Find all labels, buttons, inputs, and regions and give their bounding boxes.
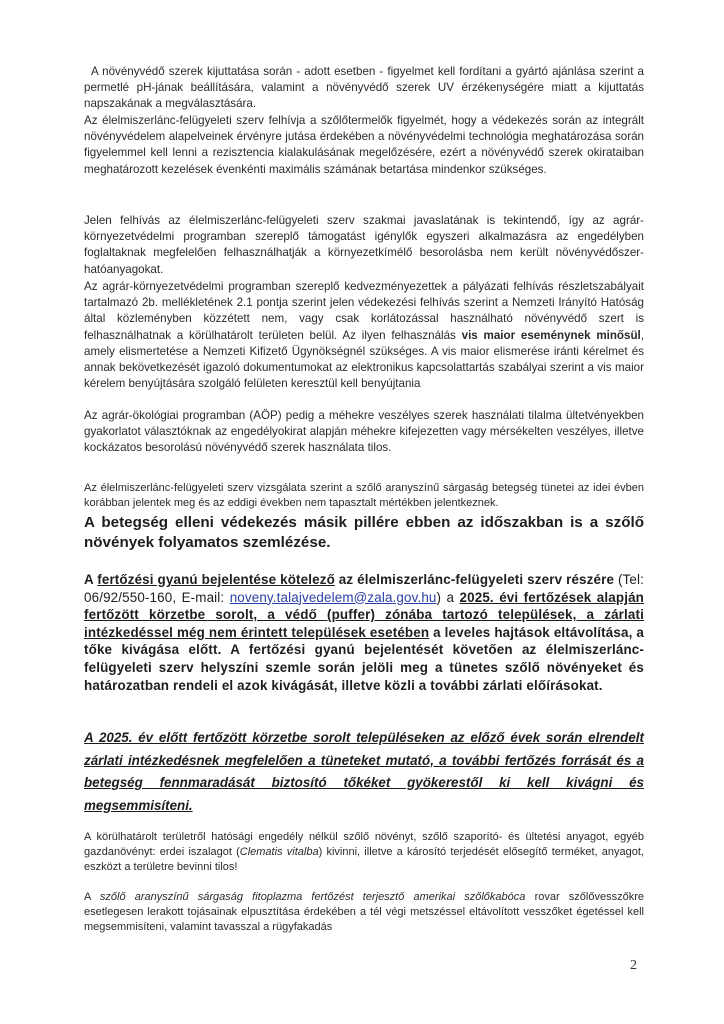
paragraph-application-timing (84, 64, 644, 113)
mandatory-report-emphasis: fertőzési gyanú bejelentése kötelező (97, 572, 335, 587)
paragraph-resistance-notice (84, 113, 644, 178)
text-run: rovar szőlővesszőkre esetlegesen lerakott tojásainak elpusztítása érdekében a tél végi metszéssel eltávolított vesszőket égetéssel kell megsemmisíteni, valamint tavasszal a rügyfakadás (84, 891, 644, 933)
paragraph-text: Jelen felhívás az élelmiszerlánc-felügyeleti szerv szakmai javaslatának is tekintendő, így az agrár-környezetvédelmi programban szereplő támogatást igénylők egyszeri alkalmazásra az engedélyben foglaltaknak megfelelően felhasználhatják a környezetkímélő besorolásba nem került növényvédőszer-hatóanyagokat. (84, 214, 644, 276)
paragraph-text (84, 279, 644, 392)
vis-maior-emphasis: vis maior eseménynek minősül (461, 328, 641, 342)
text-run: ) kivinni, illetve a károsító terjedését elősegítő terméket, anyagot, eszközt a területre bevinni tilos! (84, 846, 645, 873)
contact-prefix: (Tel: 06/92/550-160, E-mail: (84, 572, 644, 605)
paragraph-text: A növényvédő szerek kijuttatása során - adott esetben - figyelmet kell fordítani a gyártó ajánlása szerint a permetlé pH-jának beállítására, valamint a növényvédő szerek UV érzékenységére miatt a kijuttatás napszakának a megválasztására. (84, 65, 644, 111)
text-run: az élelmiszerlánc-felügyeleti szerv részére (334, 572, 615, 587)
heading-monitoring-pillar (84, 513, 644, 553)
text-run: , amely elismertetése a Nemzeti Kifizető Ügynökségnél szükséges. A vis maior elismerése iránti kérelmet és annak bekövetkezését igazoló dokumentumokat az elektronikus kapcsolattartás szabályai szerint a vis maior kérelem benyújtására szolgáló felületen keresztül kell benyújtania (84, 328, 644, 391)
paragraph-vis-maior (84, 279, 644, 392)
paragraph-leafhopper-eggs (84, 890, 644, 935)
paragraph-text: Az élelmiszerlánc-felügyeleti szerv felhívja a szőlőtermelők figyelmét, hogy a védekezés során az integrált növényvédelem alapelveinek érvényre jutása érdekében a növényvédelmi technológia meghatározása során figyelemmel kell lenni a rezisztencia kialakulásának megelőzésére, ezért a növényvédő szerek okirataiban meghatározott kezelések évenkénti maximális számának betartása mindenkor szükséges. (84, 114, 644, 176)
text-run: A (84, 891, 100, 903)
affected-settlements-emphasis: 2025. évi fertőzések alapján fertőzött körzetbe sorolt, a védő (puffer) zónába tartozó települések, a zárlati intézkedéssel még nem érintett települések esetében (84, 589, 644, 640)
paragraph-reporting-obligation (84, 571, 644, 694)
text-run: A körülhatárolt területről hatósági engedély nélkül szőlő növényt, szőlő szaporító- és ültetési anyagot, egyéb gazdanövényt: erdei iszalagot ( (84, 831, 644, 858)
paragraph-text: A 2025. év előtt fertőzött körzetbe sorolt településeken az előző évek során elrendelt zárlati intézkedésnek megfelelően a tüneteket mutató, a további fertőzés forrását és a betegség fennmaradását biztosító tőkéket gyökerestől ki kell kivágni és megsemmisíteni. (84, 730, 644, 813)
email-link[interactable]: noveny.talajvedelem@zala.gov.hu (229, 589, 437, 605)
paragraph-inspection-findings (84, 481, 644, 511)
paragraph-text (84, 571, 644, 694)
page-number: 2 (630, 958, 637, 973)
paragraph-text: Az agrár-ökológiai programban (AÖP) pedig a méhekre veszélyes szerek használati tilalma ültetvényekben gyakorlatot választóknak az engedélyokirat alapján méhekre kifejezetten vagy mérsékelten veszélyes, illetve kockázatos besorolású növényvédő szerek használata tilos. (84, 409, 644, 455)
paragraph-text: Az élelmiszerlánc-felügyeleti szerv vizsgálata szerint a szőlő aranyszínű sárgaság betegség tünetei az idei évben korábban jelentek meg és az eddigi években nem tapasztalt mértékben jelentkeznek. (84, 482, 644, 509)
text-run: a leveles hajtások eltávolítása, a tőke kivágása előtt. A fertőzési gyanú bejelentését követően az élelmiszerlánc-felügyeleti szerv helyszíni szemle során jelöli meg a tünetes szőlő növényeket és határozatban rendeli el azok kivágását, illetve közli a további zárlati előírásokat. (84, 624, 644, 693)
heading-text: A betegség elleni védekezés másik pillére ebben az időszakban is a szőlő növények folyamatos szemlézése. (84, 514, 644, 551)
paragraph-aop-bees (84, 408, 644, 457)
paragraph-agri-environment (84, 213, 644, 278)
paragraph-removal-requirement (84, 727, 644, 817)
text-run: ) a (436, 589, 460, 605)
text-run: Az agrár-környezetvédelmi programban szereplő kedvezményezettek a pályázati felhívás részletszabályait tartalmazó 2b. mellékletének 2.1 pontja szerint jelen védekezési felhívás szerint a Nemzeti Irányító Hatóság által közleményben közzétett nem, vagy csak korlátozással használható növényvédő szert is felhasználhatnak a körülhatárolt területen belül. Az ilyen felhasználás (84, 280, 644, 342)
paragraph-text (84, 890, 644, 935)
text-run: A (84, 572, 98, 587)
pest-name: szőlő aranyszínű sárgaság fitoplazma fertőzést terjesztő amerikai szőlőkabóca (99, 891, 526, 903)
paragraph-transport-ban (84, 830, 644, 875)
species-name: Clematis vitalba (239, 846, 319, 858)
paragraph-text (84, 830, 644, 875)
